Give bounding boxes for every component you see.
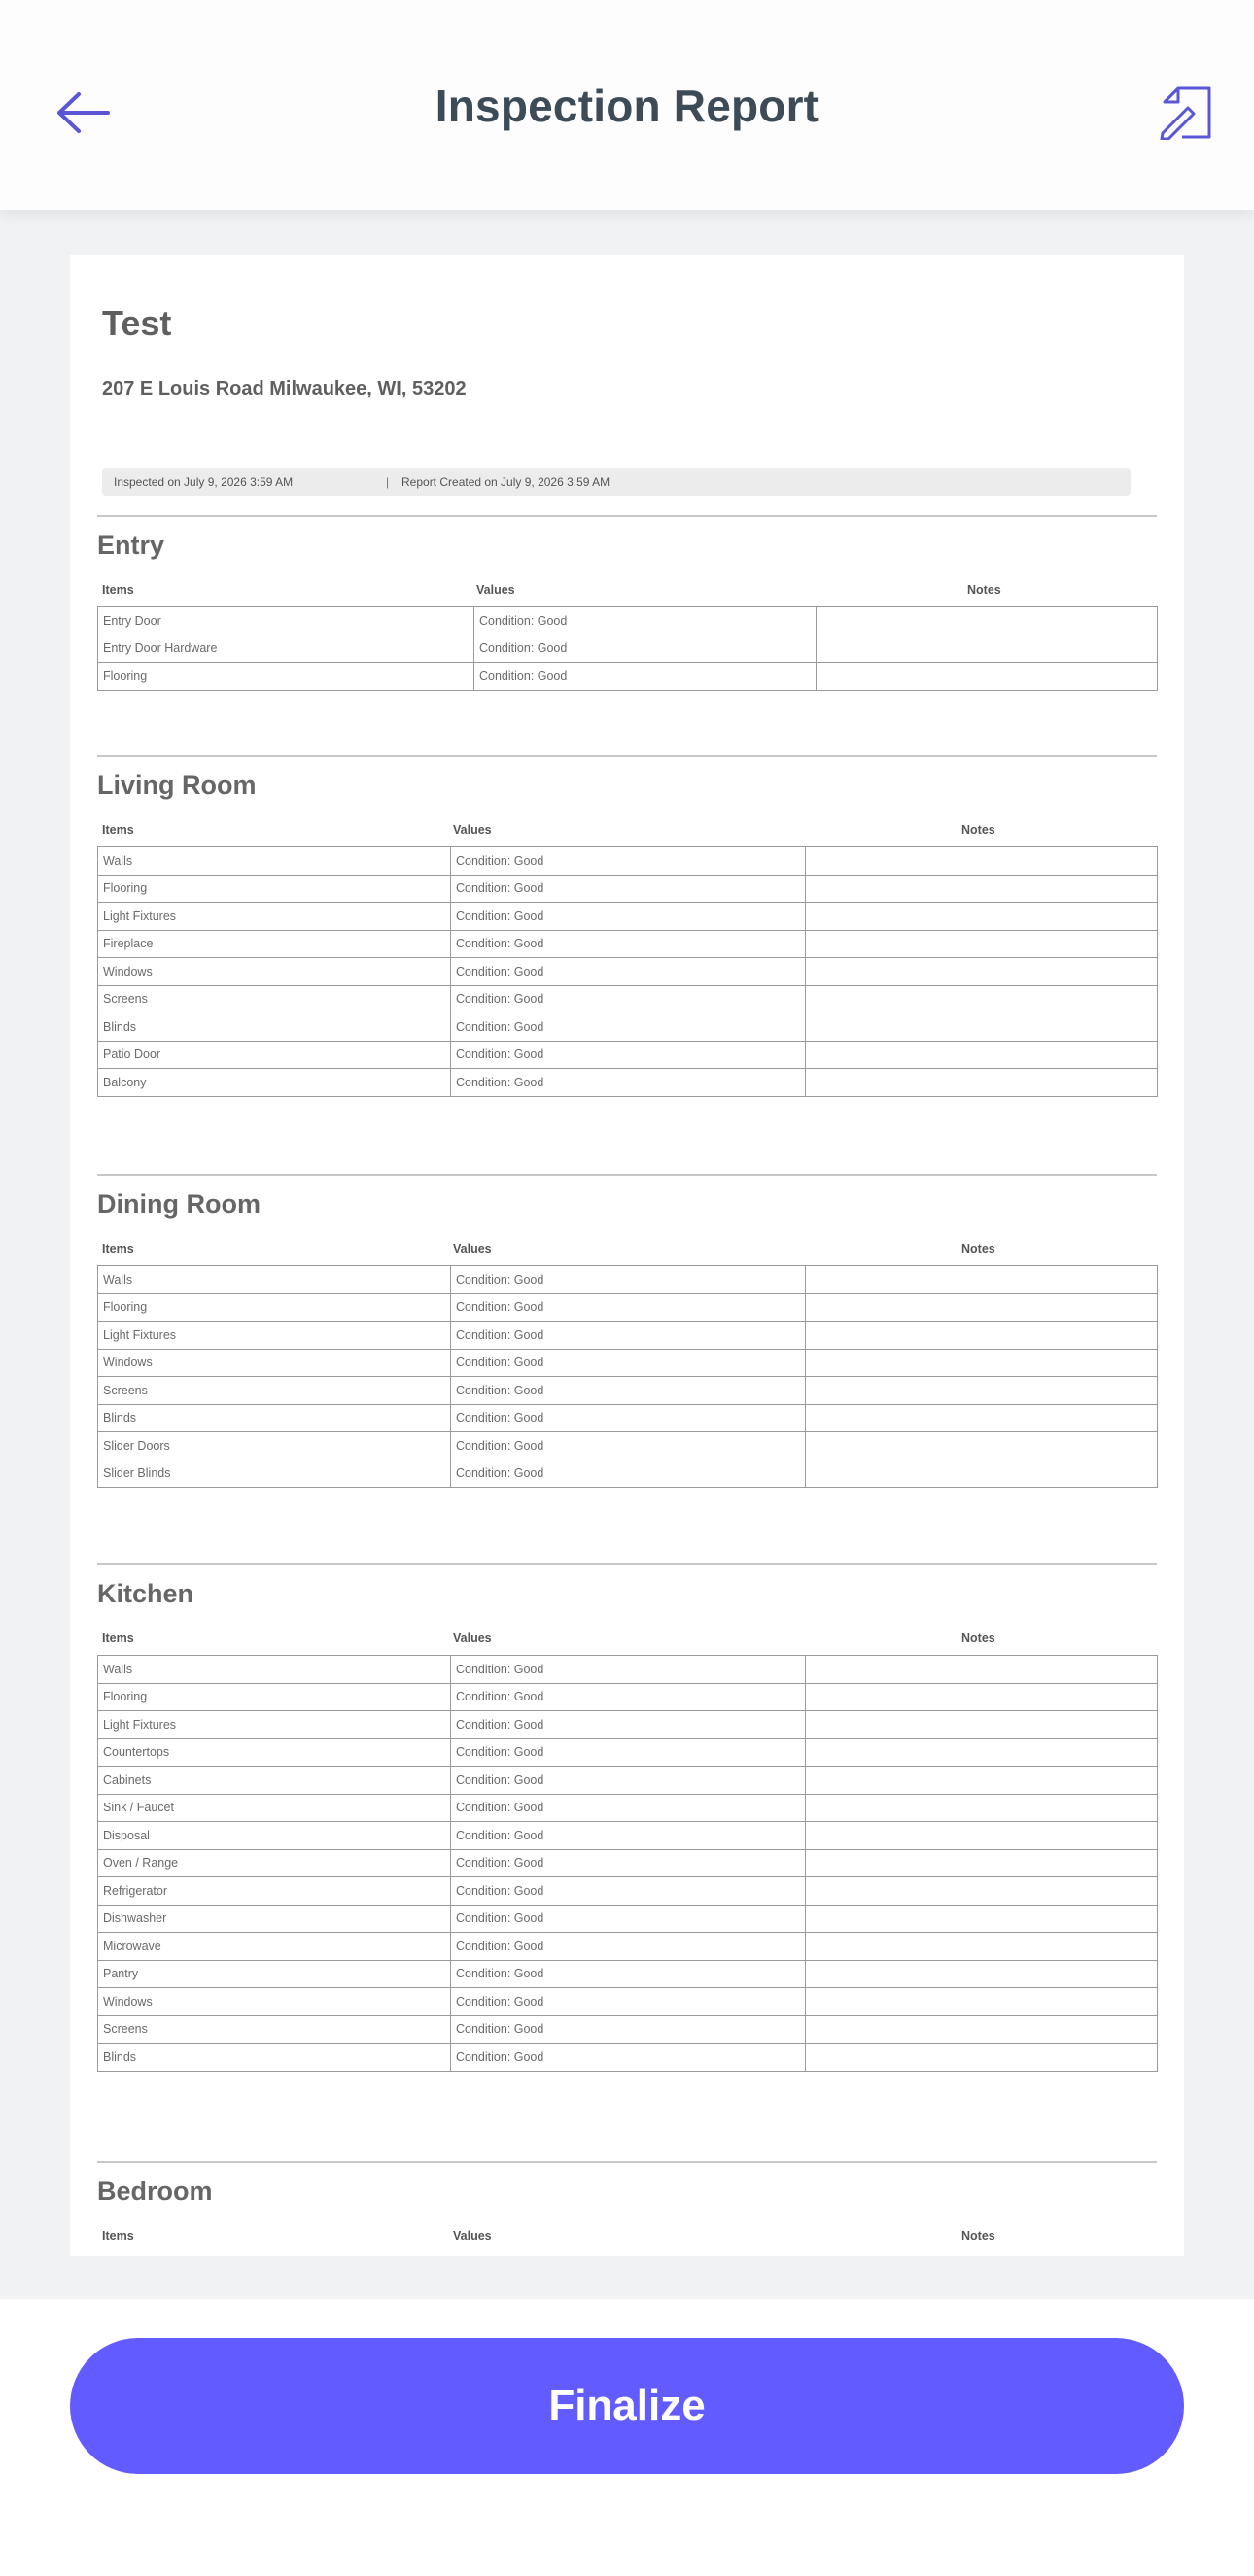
- document-edit-icon: [1159, 86, 1213, 140]
- table-row: [98, 1822, 1158, 1850]
- section-bedroom: [97, 2161, 1157, 2243]
- value-cell: Condition: Good: [451, 1988, 806, 2016]
- column-header-notes: Notes: [961, 823, 995, 837]
- notes-cell: [806, 2044, 1158, 2072]
- value-cell: Condition: Good: [474, 607, 817, 635]
- item-cell: Disposal: [98, 1822, 451, 1850]
- notes-cell: [817, 635, 1158, 663]
- item-cell: Windows: [98, 1988, 451, 2016]
- item-cell: Slider Blinds: [98, 1460, 451, 1488]
- item-cell: Windows: [98, 1349, 451, 1377]
- table-header: [97, 583, 1157, 602]
- table-row: [98, 903, 1158, 931]
- column-header-values: Values: [453, 1242, 492, 1255]
- notes-cell: [806, 1656, 1158, 1684]
- section-title: Bedroom: [97, 2177, 213, 2206]
- notes-cell: [806, 930, 1158, 958]
- value-cell: Condition: Good: [451, 930, 806, 958]
- value-cell: Condition: Good: [451, 1460, 806, 1488]
- value-cell: Condition: Good: [451, 1013, 806, 1042]
- item-cell: Dishwasher: [98, 1905, 451, 1933]
- column-header-items: Items: [102, 1631, 134, 1645]
- notes-cell: [806, 1794, 1158, 1822]
- table-row: [98, 1794, 1158, 1822]
- item-cell: Light Fixtures: [98, 1322, 451, 1350]
- table-row: [98, 1293, 1158, 1322]
- item-cell: Microwave: [98, 1933, 451, 1961]
- item-cell: Light Fixtures: [98, 1711, 451, 1739]
- table-row: [98, 1322, 1158, 1350]
- section-title: Dining Room: [97, 1189, 261, 1219]
- item-cell: Windows: [98, 958, 451, 986]
- table-row: [98, 1711, 1158, 1739]
- item-cell: Blinds: [98, 1013, 451, 1042]
- page-title: Inspection Report: [435, 81, 819, 131]
- section-title: Kitchen: [97, 1579, 194, 1608]
- value-cell: Condition: Good: [451, 903, 806, 931]
- table-row: [98, 1683, 1158, 1711]
- notes-cell: [806, 1988, 1158, 2016]
- report-meta-bar: [102, 468, 1131, 496]
- notes-cell: [806, 1933, 1158, 1961]
- value-cell: Condition: Good: [451, 958, 806, 986]
- value-cell: Condition: Good: [451, 1069, 806, 1097]
- column-header-items: Items: [102, 1242, 134, 1255]
- column-header-notes: Notes: [961, 1242, 995, 1255]
- table-row: [98, 663, 1158, 691]
- item-cell: Entry Door Hardware: [98, 635, 474, 663]
- column-header-items: Items: [102, 823, 134, 837]
- item-cell: Screens: [98, 1377, 451, 1405]
- table-row: [98, 1905, 1158, 1933]
- section-kitchen: [97, 1563, 1157, 2064]
- table-row: [98, 958, 1158, 986]
- notes-cell: [806, 1266, 1158, 1294]
- table-row: [98, 607, 1158, 635]
- value-cell: Condition: Good: [451, 1794, 806, 1822]
- column-header-values: Values: [453, 2229, 492, 2243]
- item-cell: Flooring: [98, 875, 451, 903]
- column-header-items: Items: [102, 583, 134, 597]
- table-row: [98, 875, 1158, 903]
- report-document: [70, 255, 1184, 2256]
- item-cell: Balcony: [98, 1069, 451, 1097]
- table-row: [98, 1460, 1158, 1488]
- notes-cell: [806, 1460, 1158, 1488]
- item-cell: Walls: [98, 1656, 451, 1684]
- value-cell: Condition: Good: [451, 985, 806, 1013]
- value-cell: Condition: Good: [451, 1656, 806, 1684]
- table-row: [98, 1877, 1158, 1906]
- table-row: [98, 985, 1158, 1013]
- notes-cell: [806, 1849, 1158, 1877]
- value-cell: Condition: Good: [451, 1349, 806, 1377]
- item-cell: Screens: [98, 985, 451, 1013]
- value-cell: Condition: Good: [451, 2015, 806, 2044]
- table-row: [98, 1656, 1158, 1684]
- notes-cell: [806, 1349, 1158, 1377]
- table-row: [98, 1960, 1158, 1988]
- table-row: [98, 2044, 1158, 2072]
- value-cell: Condition: Good: [451, 1404, 806, 1432]
- items-table: [97, 606, 1158, 691]
- table-row: [98, 1404, 1158, 1432]
- section-title: Entry: [97, 531, 165, 560]
- notes-cell: [817, 607, 1158, 635]
- notes-cell: [806, 1069, 1158, 1097]
- value-cell: Condition: Good: [451, 1041, 806, 1069]
- notes-cell: [806, 1960, 1158, 1988]
- section-divider: [97, 2161, 1157, 2163]
- table-row: [98, 1041, 1158, 1069]
- notes-cell: [806, 1738, 1158, 1767]
- column-header-notes: Notes: [961, 1631, 995, 1645]
- item-cell: Entry Door: [98, 607, 474, 635]
- section-divider: [97, 755, 1157, 757]
- meta-separator: |: [386, 475, 390, 489]
- table-header: [97, 2229, 1157, 2249]
- item-cell: Flooring: [98, 1683, 451, 1711]
- item-cell: Slider Doors: [98, 1432, 451, 1460]
- edit-document-button[interactable]: [1152, 80, 1220, 146]
- created-date: Report Created on July 9, 2026 3:59 AM: [401, 475, 610, 489]
- value-cell: Condition: Good: [451, 1767, 806, 1795]
- table-row: [98, 1933, 1158, 1961]
- inspected-date: Inspected on July 9, 2026 3:59 AM: [114, 475, 294, 489]
- table-row: [98, 1988, 1158, 2016]
- table-row: [98, 1377, 1158, 1405]
- value-cell: Condition: Good: [451, 1322, 806, 1350]
- finalize-button[interactable]: Finalize: [70, 2338, 1184, 2474]
- value-cell: Condition: Good: [451, 1293, 806, 1322]
- notes-cell: [806, 1711, 1158, 1739]
- report-title: Test: [102, 303, 172, 343]
- table-header: [97, 823, 1157, 842]
- table-row: [98, 1738, 1158, 1767]
- section-dining-room: [97, 1174, 1157, 1481]
- notes-cell: [806, 1905, 1158, 1933]
- value-cell: Condition: Good: [474, 635, 817, 663]
- notes-cell: [806, 1767, 1158, 1795]
- item-cell: Blinds: [98, 1404, 451, 1432]
- column-header-notes: Notes: [961, 2229, 995, 2243]
- value-cell: Condition: Good: [451, 1877, 806, 1906]
- notes-cell: [806, 985, 1158, 1013]
- notes-cell: [806, 1683, 1158, 1711]
- item-cell: Patio Door: [98, 1041, 451, 1069]
- item-cell: Sink / Faucet: [98, 1794, 451, 1822]
- column-header-values: Values: [453, 1631, 492, 1645]
- notes-cell: [806, 847, 1158, 876]
- value-cell: Condition: Good: [451, 1822, 806, 1850]
- notes-cell: [806, 2015, 1158, 2044]
- table-header: [97, 1242, 1157, 1261]
- value-cell: Condition: Good: [451, 1905, 806, 1933]
- notes-cell: [806, 1877, 1158, 1906]
- notes-cell: [806, 1822, 1158, 1850]
- column-header-values: Values: [476, 583, 515, 597]
- notes-cell: [806, 958, 1158, 986]
- value-cell: Condition: Good: [451, 1933, 806, 1961]
- value-cell: Condition: Good: [451, 1432, 806, 1460]
- section-entry: [97, 515, 1157, 683]
- section-divider: [97, 1563, 1157, 1565]
- item-cell: Blinds: [98, 2044, 451, 2072]
- item-cell: Light Fixtures: [98, 903, 451, 931]
- item-cell: Cabinets: [98, 1767, 451, 1795]
- item-cell: Walls: [98, 1266, 451, 1294]
- column-header-values: Values: [453, 823, 492, 837]
- value-cell: Condition: Good: [451, 847, 806, 876]
- table-row: [98, 930, 1158, 958]
- notes-cell: [806, 1322, 1158, 1350]
- items-table: [97, 1265, 1158, 1488]
- item-cell: Pantry: [98, 1960, 451, 1988]
- value-cell: Condition: Good: [451, 1377, 806, 1405]
- property-address: 207 E Louis Road Milwaukee, WI, 53202: [102, 378, 467, 399]
- item-cell: Refrigerator: [98, 1877, 451, 1906]
- item-cell: Walls: [98, 847, 451, 876]
- table-row: [98, 1069, 1158, 1097]
- items-table: [97, 846, 1158, 1097]
- item-cell: Flooring: [98, 663, 474, 691]
- notes-cell: [806, 1432, 1158, 1460]
- footer-bar: [0, 2299, 1254, 2576]
- value-cell: Condition: Good: [451, 1738, 806, 1767]
- value-cell: Condition: Good: [451, 1683, 806, 1711]
- table-row: [98, 1849, 1158, 1877]
- app-header: [0, 0, 1254, 210]
- item-cell: Screens: [98, 2015, 451, 2044]
- table-row: [98, 2015, 1158, 2044]
- report-scroll-area[interactable]: [0, 210, 1254, 2299]
- item-cell: Countertops: [98, 1738, 451, 1767]
- notes-cell: [806, 903, 1158, 931]
- value-cell: Condition: Good: [451, 1266, 806, 1294]
- value-cell: Condition: Good: [451, 875, 806, 903]
- table-row: [98, 1767, 1158, 1795]
- notes-cell: [806, 1293, 1158, 1322]
- table-row: [98, 847, 1158, 876]
- column-header-notes: Notes: [967, 583, 1001, 597]
- section-divider: [97, 1174, 1157, 1176]
- table-row: [98, 1349, 1158, 1377]
- section-title: Living Room: [97, 771, 257, 800]
- notes-cell: [806, 1013, 1158, 1042]
- section-divider: [97, 515, 1157, 517]
- value-cell: Condition: Good: [451, 1711, 806, 1739]
- table-row: [98, 635, 1158, 663]
- table-row: [98, 1013, 1158, 1042]
- value-cell: Condition: Good: [474, 663, 817, 691]
- notes-cell: [806, 1041, 1158, 1069]
- notes-cell: [806, 875, 1158, 903]
- table-row: [98, 1432, 1158, 1460]
- table-row: [98, 1266, 1158, 1294]
- item-cell: Flooring: [98, 1293, 451, 1322]
- value-cell: Condition: Good: [451, 2044, 806, 2072]
- item-cell: Oven / Range: [98, 1849, 451, 1877]
- notes-cell: [806, 1404, 1158, 1432]
- section-living-room: [97, 755, 1157, 1089]
- value-cell: Condition: Good: [451, 1849, 806, 1877]
- item-cell: Fireplace: [98, 930, 451, 958]
- value-cell: Condition: Good: [451, 1960, 806, 1988]
- notes-cell: [817, 663, 1158, 691]
- notes-cell: [806, 1377, 1158, 1405]
- items-table: [97, 1655, 1158, 2072]
- column-header-items: Items: [102, 2229, 134, 2243]
- table-header: [97, 1631, 1157, 1651]
